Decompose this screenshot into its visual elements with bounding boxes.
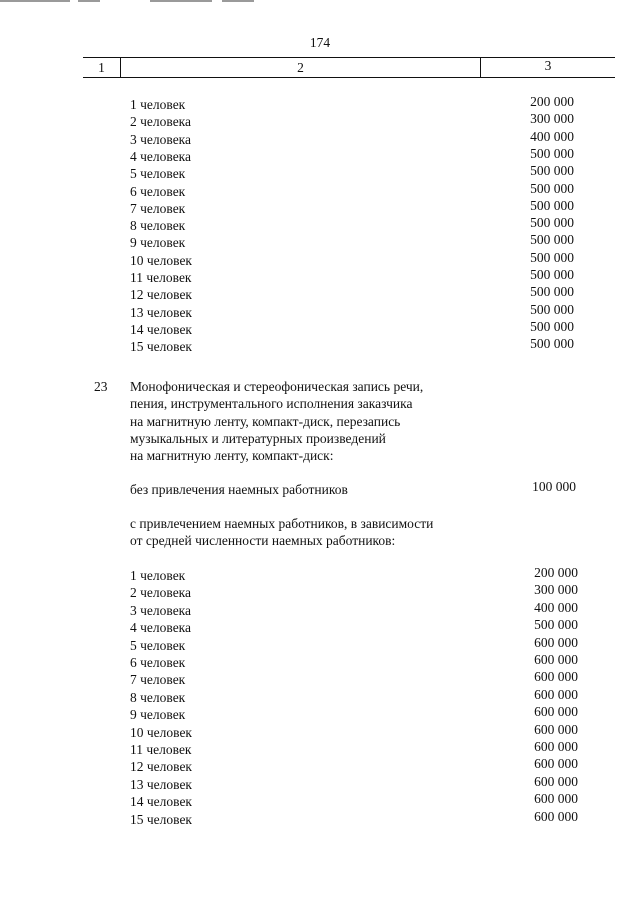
scan-mark	[0, 0, 70, 2]
row-label: 1 человек	[130, 568, 186, 583]
row-value: 500 000	[530, 232, 574, 248]
row-label: 8 человек	[130, 689, 186, 705]
row-label: 5 человек	[130, 166, 186, 182]
row-value: 400 000	[530, 128, 574, 144]
page-number: 174	[309, 35, 331, 50]
row-label: 3 человека	[130, 602, 192, 618]
row-label: 12 человек	[130, 759, 192, 775]
item-title-line: на магнитную ленту, компакт-диск:	[130, 448, 334, 464]
row-label: 7 человек	[130, 200, 186, 216]
row-label: 2 человека	[130, 114, 192, 130]
row-value: 500 000	[530, 197, 574, 213]
row-value: 600 000	[534, 773, 578, 789]
scan-mark	[78, 0, 100, 2]
row-value: 600 000	[534, 652, 578, 667]
row-value: 500 000	[530, 145, 574, 161]
row-value: 600 000	[534, 669, 578, 685]
scan-mark	[150, 0, 212, 2]
row-value: 500 000	[530, 301, 574, 317]
item-title-line: музыкальных и литературных произведений	[130, 430, 386, 446]
row-value: 600 000	[534, 808, 578, 824]
row-value: 500 000	[530, 163, 574, 179]
row-label: 6 человек	[130, 183, 186, 199]
item-title-line: на магнитную ленту, компакт-диск, перезапись	[130, 413, 401, 429]
row-value: 200 000	[530, 94, 574, 109]
row-label: 3 человека	[130, 131, 192, 147]
row-label: 13 человек	[130, 304, 192, 320]
row-value: 500 000	[530, 249, 574, 265]
header-col-1: 1	[98, 60, 105, 75]
row-value: 200 000	[534, 565, 578, 580]
row-value: 500 000	[530, 180, 574, 196]
row-label: 4 человека	[130, 620, 192, 636]
with-workers-line: от средней численности наемных работников:	[130, 533, 396, 549]
row-label: 2 человека	[130, 585, 192, 601]
with-workers-line: с привлечением наемных работников, в зависимости	[130, 516, 434, 531]
row-value: 500 000	[530, 215, 574, 231]
row-value: 500 000	[530, 318, 574, 334]
row-label: 10 человек	[130, 252, 192, 268]
row-label: 8 человек	[130, 218, 186, 234]
row-value: 500 000	[530, 284, 574, 300]
row-value: 600 000	[534, 791, 578, 807]
row-label: 12 человек	[130, 287, 192, 303]
row-label: 14 человек	[130, 321, 192, 337]
row-label: 9 человек	[130, 235, 186, 251]
row-value: 500 000	[534, 617, 578, 633]
row-value: 500 000	[530, 336, 574, 352]
row-label: 5 человек	[130, 637, 186, 653]
scan-mark	[222, 0, 254, 2]
row-label: 13 человек	[130, 776, 192, 792]
row-value: 400 000	[534, 599, 578, 615]
row-label: 10 человек	[130, 724, 192, 740]
header-col-2: 2	[297, 60, 304, 75]
with-workers-text	[130, 515, 433, 550]
row-value: 600 000	[534, 686, 578, 702]
row-label: 7 человек	[130, 672, 186, 688]
row-label: 4 человека	[130, 148, 192, 164]
row-label: 14 человек	[130, 794, 192, 810]
item-title	[130, 378, 423, 464]
row-value: 500 000	[530, 267, 574, 282]
no-workers-label: без привлечения наемных работников	[130, 482, 348, 497]
table-header	[83, 57, 615, 78]
row-value: 600 000	[534, 721, 578, 737]
item-title-line: Монофоническая и стереофоническая запись речи,	[130, 379, 424, 394]
row-value: 300 000	[534, 582, 578, 598]
row-label: 11 человек	[130, 742, 192, 757]
row-label: 15 человек	[130, 811, 192, 827]
header-col-3: 3	[544, 58, 552, 73]
row-label: 6 человек	[130, 655, 186, 670]
item-number: 23	[94, 379, 108, 394]
row-value: 600 000	[534, 634, 578, 650]
row-value: 600 000	[534, 739, 578, 754]
no-workers-value: 100 000	[532, 479, 576, 494]
row-label: 15 человек	[130, 339, 192, 355]
row-label: 9 человек	[130, 707, 186, 723]
row-value: 600 000	[534, 704, 578, 720]
row-value: 300 000	[530, 111, 574, 127]
item-title-line: пения, инструментального исполнения заказчика	[130, 396, 413, 412]
row-label: 1 человек	[130, 97, 186, 112]
row-label: 11 человек	[130, 270, 192, 285]
row-value: 600 000	[534, 756, 578, 772]
